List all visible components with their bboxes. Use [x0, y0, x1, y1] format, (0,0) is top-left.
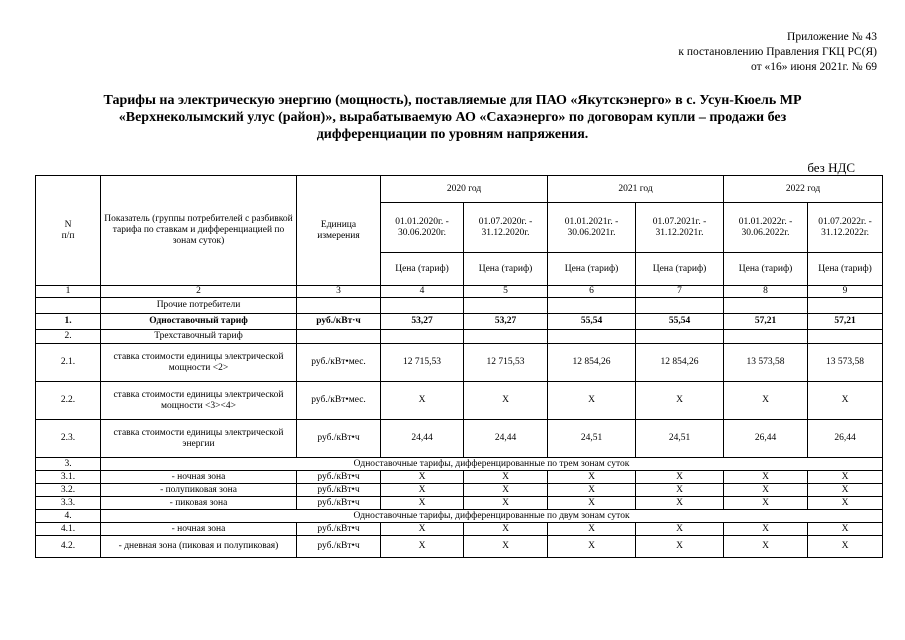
row-value: 57,21: [724, 314, 808, 330]
row-value: 24,51: [636, 420, 724, 458]
row-value: [724, 330, 808, 344]
column-number: 6: [548, 286, 636, 298]
row-unit: [297, 298, 381, 314]
row-value: X: [808, 471, 883, 484]
vat-note: без НДС: [807, 160, 855, 175]
tariff-table: [35, 175, 883, 558]
row-number: 3.3.: [36, 497, 101, 510]
row-value: 26,44: [724, 420, 808, 458]
row-label: Трехставочный тариф: [101, 330, 297, 344]
header-indicator: Показатель (группы потребителей с разбивкой тарифа по ставкам и дифференциацией по зонам суток): [101, 176, 297, 286]
row-value: X: [636, 497, 724, 510]
row-value: X: [636, 484, 724, 497]
table-row: [36, 536, 883, 558]
row-value: X: [636, 536, 724, 558]
row-value: [548, 298, 636, 314]
row-value: X: [636, 471, 724, 484]
row-value: X: [381, 471, 464, 484]
row-label: Одноставочные тарифы, дифференцированные по трем зонам суток: [101, 458, 883, 471]
row-value: [548, 330, 636, 344]
row-label: - ночная зона: [101, 471, 297, 484]
row-number: 3.2.: [36, 484, 101, 497]
header-year-2022: 2022 год: [724, 176, 883, 203]
title-line-3: дифференциации по уровням напряжения.: [316, 127, 589, 142]
row-value: 12 854,26: [548, 344, 636, 382]
header-year-2021: 2021 год: [548, 176, 724, 203]
row-value: X: [808, 497, 883, 510]
row-value: 53,27: [464, 314, 548, 330]
row-value: [808, 298, 883, 314]
row-value: 24,44: [381, 420, 464, 458]
row-unit: руб./кВт•ч: [297, 536, 381, 558]
row-value: [724, 298, 808, 314]
row-value: X: [548, 523, 636, 536]
row-value: 12 715,53: [381, 344, 464, 382]
row-value: X: [548, 471, 636, 484]
row-label: ставка стоимости единицы электрической энергии: [101, 420, 297, 458]
row-unit: руб./кВт•ч: [297, 471, 381, 484]
row-unit: руб./кВт•ч: [297, 523, 381, 536]
row-unit: [297, 330, 381, 344]
table-row: [36, 314, 883, 330]
table-row: [36, 497, 883, 510]
document-title: [60, 92, 845, 143]
row-value: X: [464, 471, 548, 484]
row-value: [808, 330, 883, 344]
row-value: 13 573,58: [724, 344, 808, 382]
row-number: [36, 298, 101, 314]
row-label: Одноставочный тариф: [101, 314, 297, 330]
column-number: 4: [381, 286, 464, 298]
row-value: 13 573,58: [808, 344, 883, 382]
row-label: Прочие потребители: [101, 298, 297, 314]
column-number: 8: [724, 286, 808, 298]
row-value: X: [808, 382, 883, 420]
row-value: X: [724, 523, 808, 536]
row-value: X: [548, 536, 636, 558]
annex-header: [678, 30, 877, 75]
row-value: 26,44: [808, 420, 883, 458]
row-value: 12 854,26: [636, 344, 724, 382]
row-value: 53,27: [381, 314, 464, 330]
table-row: [36, 510, 883, 523]
row-number: 4.: [36, 510, 101, 523]
row-label: ставка стоимости единицы электрической мощности <2>: [101, 344, 297, 382]
row-value: [464, 298, 548, 314]
row-unit: руб./кВт·ч: [297, 314, 381, 330]
row-number: 1.: [36, 314, 101, 330]
row-value: 24,44: [464, 420, 548, 458]
row-value: X: [724, 382, 808, 420]
header-period: 01.07.2022г. - 31.12.2022г.: [808, 203, 883, 253]
row-value: X: [636, 382, 724, 420]
row-label: - полупиковая зона: [101, 484, 297, 497]
table-row: [36, 458, 883, 471]
header-price: Цена (тариф): [548, 253, 636, 286]
table-row: [36, 523, 883, 536]
column-number: 5: [464, 286, 548, 298]
row-value: X: [464, 484, 548, 497]
row-number: 3.: [36, 458, 101, 471]
row-value: X: [808, 536, 883, 558]
table-row: [36, 344, 883, 382]
row-value: X: [724, 497, 808, 510]
header-year-2020: 2020 год: [381, 176, 548, 203]
row-value: 55,54: [548, 314, 636, 330]
header-unit: Единица измерения: [297, 176, 381, 286]
row-value: X: [548, 382, 636, 420]
header-price: Цена (тариф): [464, 253, 548, 286]
row-value: X: [381, 484, 464, 497]
row-value: X: [381, 382, 464, 420]
row-value: [636, 298, 724, 314]
column-number: 2: [101, 286, 297, 298]
table-row: [36, 471, 883, 484]
header-period: 01.01.2021г. - 30.06.2021г.: [548, 203, 636, 253]
row-value: X: [724, 471, 808, 484]
column-number: 9: [808, 286, 883, 298]
row-number: 3.1.: [36, 471, 101, 484]
row-number: 4.1.: [36, 523, 101, 536]
row-label: Одноставочные тарифы, дифференцированные по двум зонам суток: [101, 510, 883, 523]
row-number: 4.2.: [36, 536, 101, 558]
annex-date: от «16» июня 2021г. № 69: [751, 61, 877, 73]
row-value: X: [381, 497, 464, 510]
row-label: ставка стоимости единицы электрической мощности <3><4>: [101, 382, 297, 420]
table-row: [36, 330, 883, 344]
row-unit: руб./кВт•мес.: [297, 382, 381, 420]
row-unit: руб./кВт•ч: [297, 420, 381, 458]
row-value: X: [808, 484, 883, 497]
row-label: - пиковая зона: [101, 497, 297, 510]
row-value: X: [808, 523, 883, 536]
row-value: X: [724, 536, 808, 558]
table-row: [36, 382, 883, 420]
title-line-2: «Верхнеколымский улус (район)», вырабатываемую АО «Сахаэнерго» по договорам купли – продажи без: [118, 110, 787, 125]
row-value: X: [636, 523, 724, 536]
row-unit: руб./кВт•ч: [297, 497, 381, 510]
row-value: X: [548, 497, 636, 510]
row-number: 2.1.: [36, 344, 101, 382]
annex-decree: к постановлению Правления ГКЦ РС(Я): [678, 46, 877, 58]
row-value: X: [548, 484, 636, 497]
column-number: 7: [636, 286, 724, 298]
annex-number: Приложение № 43: [787, 31, 877, 43]
header-price: Цена (тариф): [808, 253, 883, 286]
row-value: [636, 330, 724, 344]
header-price: Цена (тариф): [724, 253, 808, 286]
row-value: [381, 298, 464, 314]
row-value: [381, 330, 464, 344]
row-number: 2.2.: [36, 382, 101, 420]
table-row: [36, 298, 883, 314]
row-value: X: [464, 497, 548, 510]
row-label: - ночная зона: [101, 523, 297, 536]
header-price: Цена (тариф): [636, 253, 724, 286]
header-period: 01.07.2021г. - 31.12.2021г.: [636, 203, 724, 253]
header-period: 01.01.2022г. - 30.06.2022г.: [724, 203, 808, 253]
row-value: X: [464, 523, 548, 536]
table-row: [36, 484, 883, 497]
row-value: 12 715,53: [464, 344, 548, 382]
row-number: 2.3.: [36, 420, 101, 458]
row-unit: руб./кВт•мес.: [297, 344, 381, 382]
row-value: [464, 330, 548, 344]
row-value: 24,51: [548, 420, 636, 458]
row-value: X: [381, 536, 464, 558]
row-value: X: [464, 536, 548, 558]
row-number: 2.: [36, 330, 101, 344]
header-price: Цена (тариф): [381, 253, 464, 286]
row-label: - дневная зона (пиковая и полупиковая): [101, 536, 297, 558]
table-row: [36, 420, 883, 458]
header-period: 01.07.2020г. - 31.12.2020г.: [464, 203, 548, 253]
column-number: 1: [36, 286, 101, 298]
row-value: 55,54: [636, 314, 724, 330]
header-period: 01.01.2020г. - 30.06.2020г.: [381, 203, 464, 253]
row-value: X: [724, 484, 808, 497]
row-value: X: [464, 382, 548, 420]
row-value: X: [381, 523, 464, 536]
row-unit: руб./кВт•ч: [297, 484, 381, 497]
row-value: 57,21: [808, 314, 883, 330]
column-number: 3: [297, 286, 381, 298]
title-line-1: Тарифы на электрическую энергию (мощность), поставляемые для ПАО «Якутскэнерго» в с. Усун-Кюель МР: [103, 93, 802, 108]
header-num: N п/п: [36, 176, 101, 286]
